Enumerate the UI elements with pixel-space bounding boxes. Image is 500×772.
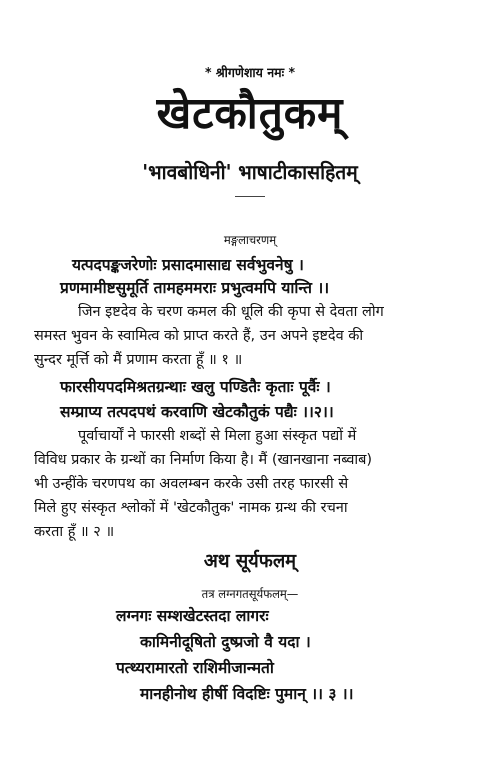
verse-3-line-3: पत्थ्यरामारतो राशिमीजान्मतो — [116, 659, 274, 677]
commentary-2-line-5: करता हूँ ॥ २ ॥ — [34, 524, 115, 540]
invocation: * श्रीगणेशाय नमः * — [204, 66, 296, 81]
section-heading-surya: अथ सूर्यफलम् — [203, 550, 297, 572]
commentary-2-line-3: भी उन्हींके चरणपथ का अवलम्बन करके उसी तरह फारसी से — [34, 476, 349, 492]
verse-3-line-4: मानहीनोथ हीर्षी विदष्टिः पुमान् ।। ३ ।। — [140, 685, 354, 703]
commentary-1-line-1: जिन इष्टदेव के चरण कमल की धूलि की कृपा से देवता लोग — [78, 304, 384, 320]
commentary-2-line-4: मिले हुए संस्कृत श्लोकों में 'खेटकौतुक' नामक ग्रन्थ की रचना — [34, 500, 348, 516]
verse-1-line-2: प्रणमामीष्टसुमूर्ति तामहममराः प्रभुत्वमपि यान्ति ।। — [60, 279, 330, 297]
commentary-1-line-3: सुन्दर मूर्त्ति को मैं प्रणाम करता हूँ ॥ १ ॥ — [34, 352, 243, 368]
commentary-1-line-2: समस्त भुवन के स्वामित्व को प्राप्त करते हैं, उन अपने इष्टदेव की — [34, 328, 364, 344]
verse-2-line-2: सम्प्राप्य तत्पदपथं करवाणि खेटकौतुकं पद्यैः ।।२।। — [60, 403, 334, 421]
page-subtitle: 'भावबोधिनी' भाषाटीकासहितम् — [142, 160, 358, 184]
commentary-2-line-1: पूर्वाचार्यों ने फारसी शब्दों से मिला हुआ संस्कृत पद्यों में — [78, 428, 357, 444]
verse-3-line-1: लग्नगः सम्शखेटस्तदा लागरः — [116, 607, 269, 625]
section-subheading-lagna: तत्र लग्नगतसूर्यफलम्— — [201, 587, 299, 601]
verse-2-line-1: फारसीयपदमिश्रतग्रन्थाः खलु पण्डितैः कृताः पूर्वैः । — [60, 378, 331, 396]
mangalacharana-heading: मङ्गलाचरणम् — [223, 233, 277, 247]
page-title: खेटकौतुकम् — [156, 88, 344, 139]
verse-1-line-1: यत्पदपङ्कजरेणोः प्रसादमासाद्य सर्वभुवनेषु । — [72, 256, 304, 274]
subtitle-divider — [235, 196, 265, 197]
commentary-2-line-2: विविध प्रकार के ग्रन्थों का निर्माण किया है। मैं (खानखाना नब्वाब) — [34, 452, 373, 468]
verse-3-line-2: कामिनीदूषितो दुष्प्रजो वै यदा । — [140, 633, 311, 651]
